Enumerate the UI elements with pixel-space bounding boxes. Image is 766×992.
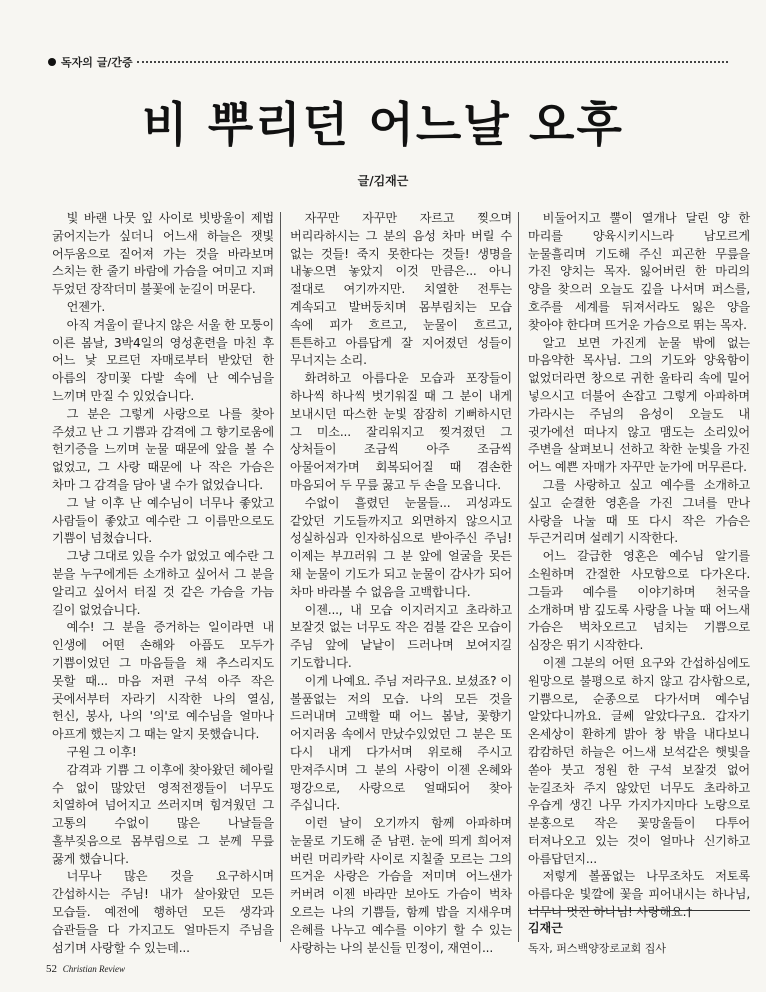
paragraph: 화려하고 아름다운 모습과 포장들이 하나씩 하나씩 벗기워질 때 그 분이 내게 보내시던 따스한 눈빛 잠잠히 기뻐하시던 그 미소... 잘리워지고 찢겨졌던 그 상처들이 조금씩 아주 조금씩 아물어져가며 회복되어질 때 겸손한 마음되어 두 무릎 꿇고 두 손을 모읍니다. [290, 371, 512, 492]
text-column-3 [528, 210, 750, 922]
paragraph: 저렇게 볼품없는 나무조차도 저토록 아름다운 빛깔에 꽃을 피어내시는 하나님, 너무나 멋진 하나님! 사랑해요.† [528, 869, 750, 920]
section-header [48, 55, 728, 69]
paragraph: 아직 겨울이 끝나지 않은 서울 한 모퉁이 이른 봄날, 3박4일의 영성훈련을 마친 후 어느 낯 모르던 자매로부터 받았던 한 아름의 장미꽃 다발 속에 난 예수님을 느끼며 만질 수 있었습니다. [52, 317, 274, 403]
paragraph: 언젠가. [66, 299, 106, 314]
paragraph: 너무나 많은 것을 요구하시며 간섭하시는 주님! 내가 살아왔던 모든 모습들. 예전에 행하던 모든 생각과 습관들을 다 가지고도 얼마든지 주님을 섬기며 사랑할 수 있는데... [52, 869, 274, 955]
paragraph: 어느 갈급한 영혼은 예수님 알기를 소원하며 간절한 사모함으로 다가온다. 그들과 예수를 이야기하며 천국을 소개하며 밤 깊도록 사랑을 나눌 때 어느새 가슴은 벅차오르고 넘치는 기쁨으로 심장은 뛰기 시작한다. [528, 549, 750, 653]
column-divider [280, 212, 281, 942]
author-role: 독자, 퍼스백양장로교회 집사 [528, 942, 667, 955]
paragraph: 예수! 그 분을 증거하는 일이라면 내 인생에 어떤 손해와 아픔도 모두가 기쁨이었던 그 마음들을 채 추스리지도 못할 때... 마음 저편 구석 아주 작은 곳에서부터 자라기 시작한 나의 열심, 헌신, 봉사, 나의 '의'로 예수님을 얼마나 아프게 했는지 그 때는 알지 못했습니다. [52, 620, 274, 742]
paragraph: 빛 바랜 나뭇 잎 사이로 빗방울이 제법 굵어지는가 싶더니 어느새 하늘은 잿빛 어두움으로 짙어져 가는 것을 바라보며 스치는 한 줄기 바람에 가슴을 여미고 지펴 두었던 장작더미 불꽃에 눈길이 머문다. [52, 211, 274, 297]
paragraph: 수없이 흘렸던 눈물들... 괴성과도 같았던 기도들까지고 외면하지 않으시고 성실하심과 인자하심으로 받아주신 주님! 이제는 부끄러워 그 분 앞에 얼굴을 못든 채 눈물이 기도가 되고 눈물이 감사가 되어 차마 바라볼 수 없음을 고백합니다. [290, 495, 512, 599]
paragraph: 구원 그 이후! [66, 744, 137, 759]
page-footer [46, 963, 125, 975]
paragraph: 이런 날이 오기까지 함께 아파하며 눈물로 기도해 준 남편. 눈에 띄게 희어져 버린 머리카락 사이로 지칠줄 모르는 그의 뜨거운 사랑은 가슴을 저미며 어느샌가 커버려 이젠 바라만 보아도 가슴이 벅차 오르는 나의 기쁨들, 함께 밥을 지새우며 은혜를 나누고 예수를 이야기 할 수 있는 사랑하는 나의 분신들 민정이, 재연이... [290, 816, 512, 955]
paragraph: 그 날 이후 난 예수님이 너무나 좋았고 사람들이 좋았고 예수란 그 이름만으로도 기쁨이 넘쳤습니다. [52, 495, 274, 546]
column-divider [518, 212, 519, 942]
byline: 글/김재근 [357, 174, 409, 188]
article-title: 비 뿌리던 어느날 오후 [142, 98, 624, 153]
section-label: 독자의 글/간증 [61, 56, 133, 69]
paragraph: 그냥 그대로 있을 수가 없었고 예수란 그 분을 누구에게든 소개하고 싶어서 그 분을 알리고 싶어서 터질 것 같은 가슴을 가늠 길이 없었습니다. [52, 549, 274, 617]
paragraph: 이게 나예요. 주님 저라구요. 보셨죠? 이 볼품없는 저의 모습. 나의 모든 것을 드러내며 고백할 때 어느 봄날, 꽃향기 어지러움 속에서 만났수있었던 그 분은 또 다시 내게 다가서며 위로해 주시고 만져주시며 그 분의 사랑이 이젠 온혜와 평강으로, 사랑으로 얼때되어 찾아 주십니다. [290, 673, 512, 813]
paragraph: 알고 보면 가진게 눈물 밖에 없는 마음약한 목사님. 그의 기도와 양육함이 없었더라면 창으로 귀한 울타리 속에 밀어 넣으시고 더불어 손잡고 그렇게 아파하며 가라시는 주님의 음성이 오늘도 내 귓가에선 떠나지 않고 맴도는 소리있어 주변을 살펴보니 선하고 착한 눈빛을 가진 어느 예쁜 자매가 자꾸만 눈가에 머무른다. [528, 335, 750, 475]
paragraph: 비둘어지고 뿔이 열개나 달린 양 한 마리를 양육시키시느라 남모르게 눈물흘리며 기도해 주신 피곤한 무릎을 가진 양치는 목자. 잃어버린 한 마리의 양을 찾으러 오늘도 깊을 나서며 퍼스를, 호주를 세계를 뒤져서라도 잃은 양을 찾아야 한다며 뜨거운 가슴으로 뛰는 목자. [528, 211, 750, 332]
paragraph: 이젠 그분의 어떤 요구와 간섭하심에도 원망으로 불평으로 하지 않고 감사함으로, 기쁨으로, 순종으로 다가서며 예수님 알았다니까요. 글쎄 알았다구요. 갑자기 온세상이 환하게 밝아 창 밖을 내다보니 캄캄하던 하늘은 어느새 보석같은 햇빛을 쏟아 붓고 정원 한 구석 보잘것 없어 눈길조차 주지 않았던 너무도 초라하고 우습게 생긴 나무 가지가지마다 노랑으로 분홍으로 작은 꽃망울들이 다투어 터져나오고 있는 것이 얼마나 신기하고 아름답던지... [528, 655, 750, 866]
paragraph: 이젠..., 내 모습 이지러지고 초라하고 보잘것 없는 너무도 작은 검불 같은 모습이 주님 앞에 낱낱이 드러나며 보여지길 기도합니다. [290, 602, 512, 670]
page-number: 52 [46, 963, 57, 975]
text-column-2 [290, 210, 512, 957]
paragraph: 그 분은 그렇게 사랑으로 나를 찾아 주셨고 난 그 기쁨과 감격에 그 향기로움에 헌기증을 느끼며 눈물 때문에 앞을 볼 수 없었고, 그 사랑 때문에 나 작은 가슴은 차마 그 감격을 담아 낼 수가 없었습니다. [52, 406, 274, 492]
paragraph: 자꾸만 자꾸만 자르고 찢으며 버리라하시는 그 분의 음성 차마 버릴 수 없는 것들! 죽지 못한다는 것들! 생명을 내놓으면 놓았지 이것 만큼은... 아니 절대로 여기까지만. 치열한 전투는 계속되고 발버둥치며 몸부림치는 모습 속에 피가 흐르고, 눈물이 흐르고, 튼튼하고 아름답게 잘 지어졌던 성들이 무너지는 소리. [290, 211, 512, 368]
bullet-icon [48, 58, 56, 66]
paragraph: 감격과 기쁨 그 이후에 찾아왔던 헤아릴 수 없이 많았던 영적전쟁들이 너무도 치열하여 넘어지고 쓰러지며 힘겨웠던 그 고통의 수없이 많은 나날들을 홀부짖음으로 몸부림으로 그 분께 무릎 꿇게 했습니다. [52, 762, 274, 866]
magazine-name: Christian Review [62, 964, 125, 974]
author-rule [528, 910, 750, 911]
author-name: 김재근 [528, 921, 563, 935]
author-block [528, 910, 750, 956]
text-column-1 [52, 210, 274, 957]
dotted-rule [137, 61, 728, 63]
paragraph: 그를 사랑하고 싶고 예수를 소개하고 싶고 순결한 영혼을 가진 그녀를 만나 사랑을 나눌 때 또 다시 작은 가슴은 두근거리며 설레기 시작한다. [528, 477, 750, 546]
